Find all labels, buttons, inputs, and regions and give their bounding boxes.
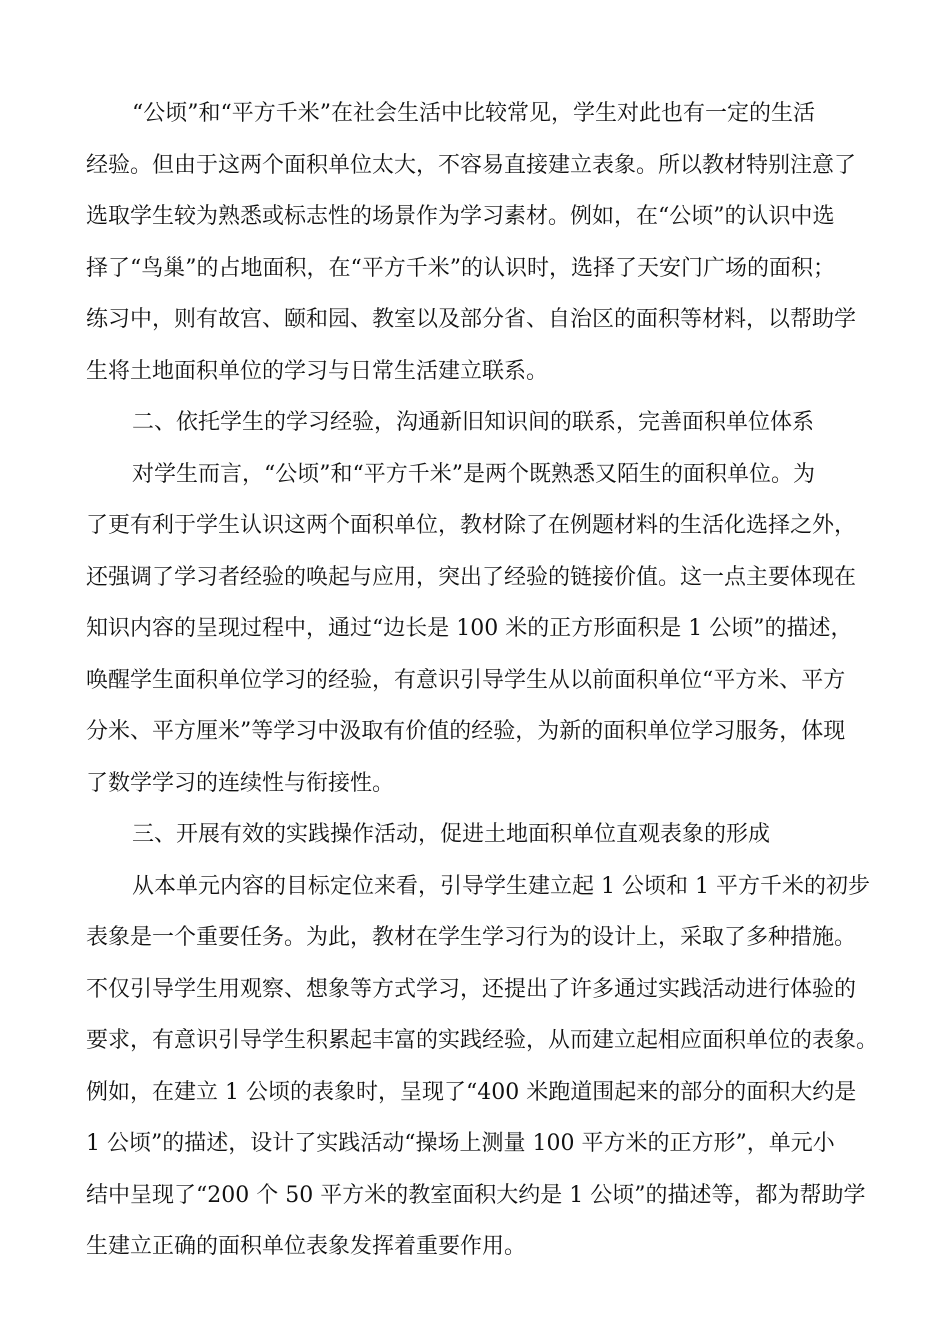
paragraph-3-line-8: 生建立正确的面积单位表象发挥着重要作用。 (86, 1234, 527, 1259)
paragraph-2-line-3: 还强调了学习者经验的唤起与应用，突出了经验的链接价值。这一点主要体现在 (86, 564, 857, 590)
paragraph-2-line-4: 知识内容的呈现过程中，通过“边长是 100 米的正方形面积是 1 公顷”的描述， (86, 616, 853, 641)
paragraph-1-line-2: 经验。但由于这两个面积单位太大，不容易直接建立表象。所以教材特别注意了 (86, 152, 857, 178)
paragraph-1-line-6: 生将土地面积单位的学习与日常生活建立联系。 (86, 358, 549, 384)
paragraph-1-line-4: 择了“鸟巢”的占地面积，在“平方千米”的认识时，选择了天安门广场的面积； (86, 255, 835, 281)
paragraph-1-line-3: 选取学生较为熟悉或标志性的场景作为学习素材。例如，在“公顷”的认识中选 (86, 204, 835, 229)
paragraph-2-line-5: 唤醒学生面积单位学习的经验，有意识引导学生从以前面积单位“平方米、平方 (86, 667, 846, 693)
document-body (86, 88, 879, 1273)
paragraph-3-line-5: 例如，在建立 1 公顷的表象时，呈现了“400 米跑道围起来的部分的面积大约是 (86, 1079, 857, 1105)
paragraph-3-line-4: 要求，有意识引导学生积累起丰富的实践经验，从而建立起相应面积单位的表象。 (86, 1028, 879, 1053)
paragraph-3-line-2: 表象是一个重要任务。为此，教材在学生学习行为的设计上，采取了多种措施。 (86, 925, 857, 950)
paragraph-3-line-7: 结中呈现了“200 个 50 平方米的教室面积大约是 1 公顷”的描述等，都为帮助学 (86, 1182, 866, 1208)
paragraph-2-line-2: 了更有利于学生认识这两个面积单位，教材除了在例题材料的生活化选择之外， (86, 513, 857, 538)
section-heading-3: 三、开展有效的实践操作活动，促进土地面积单位直观表象的形成 (132, 822, 771, 847)
paragraph-1-line-1: “公顷”和“平方千米”在社会生活中比较常见，学生对此也有一定的生活 (132, 101, 815, 126)
paragraph-1-line-5: 练习中，则有故宫、颐和园、教室以及部分省、自治区的面积等材料，以帮助学 (86, 307, 857, 332)
paragraph-2-line-1: 对学生而言，“公顷”和“平方千米”是两个既熟悉又陌生的面积单位。为 (132, 461, 815, 487)
paragraph-3-line-6: 1 公顷”的描述，设计了实践活动“操场上测量 100 平方米的正方形”，单元小 (86, 1131, 835, 1156)
paragraph-3-line-3: 不仅引导学生用观察、想象等方式学习，还提出了许多通过实践活动进行体验的 (86, 976, 857, 1002)
paragraph-3-line-1: 从本单元内容的目标定位来看，引导学生建立起 1 公顷和 1 平方千米的初步 (132, 873, 870, 899)
paragraph-2-line-6: 分米、平方厘米”等学习中汲取有价值的经验，为新的面积单位学习服务，体现 (86, 719, 846, 744)
paragraph-2-line-7: 了数学学习的连续性与衔接性。 (86, 770, 395, 796)
section-heading-2: 二、依托学生的学习经验，沟通新旧知识间的联系，完善面积单位体系 (132, 410, 815, 435)
